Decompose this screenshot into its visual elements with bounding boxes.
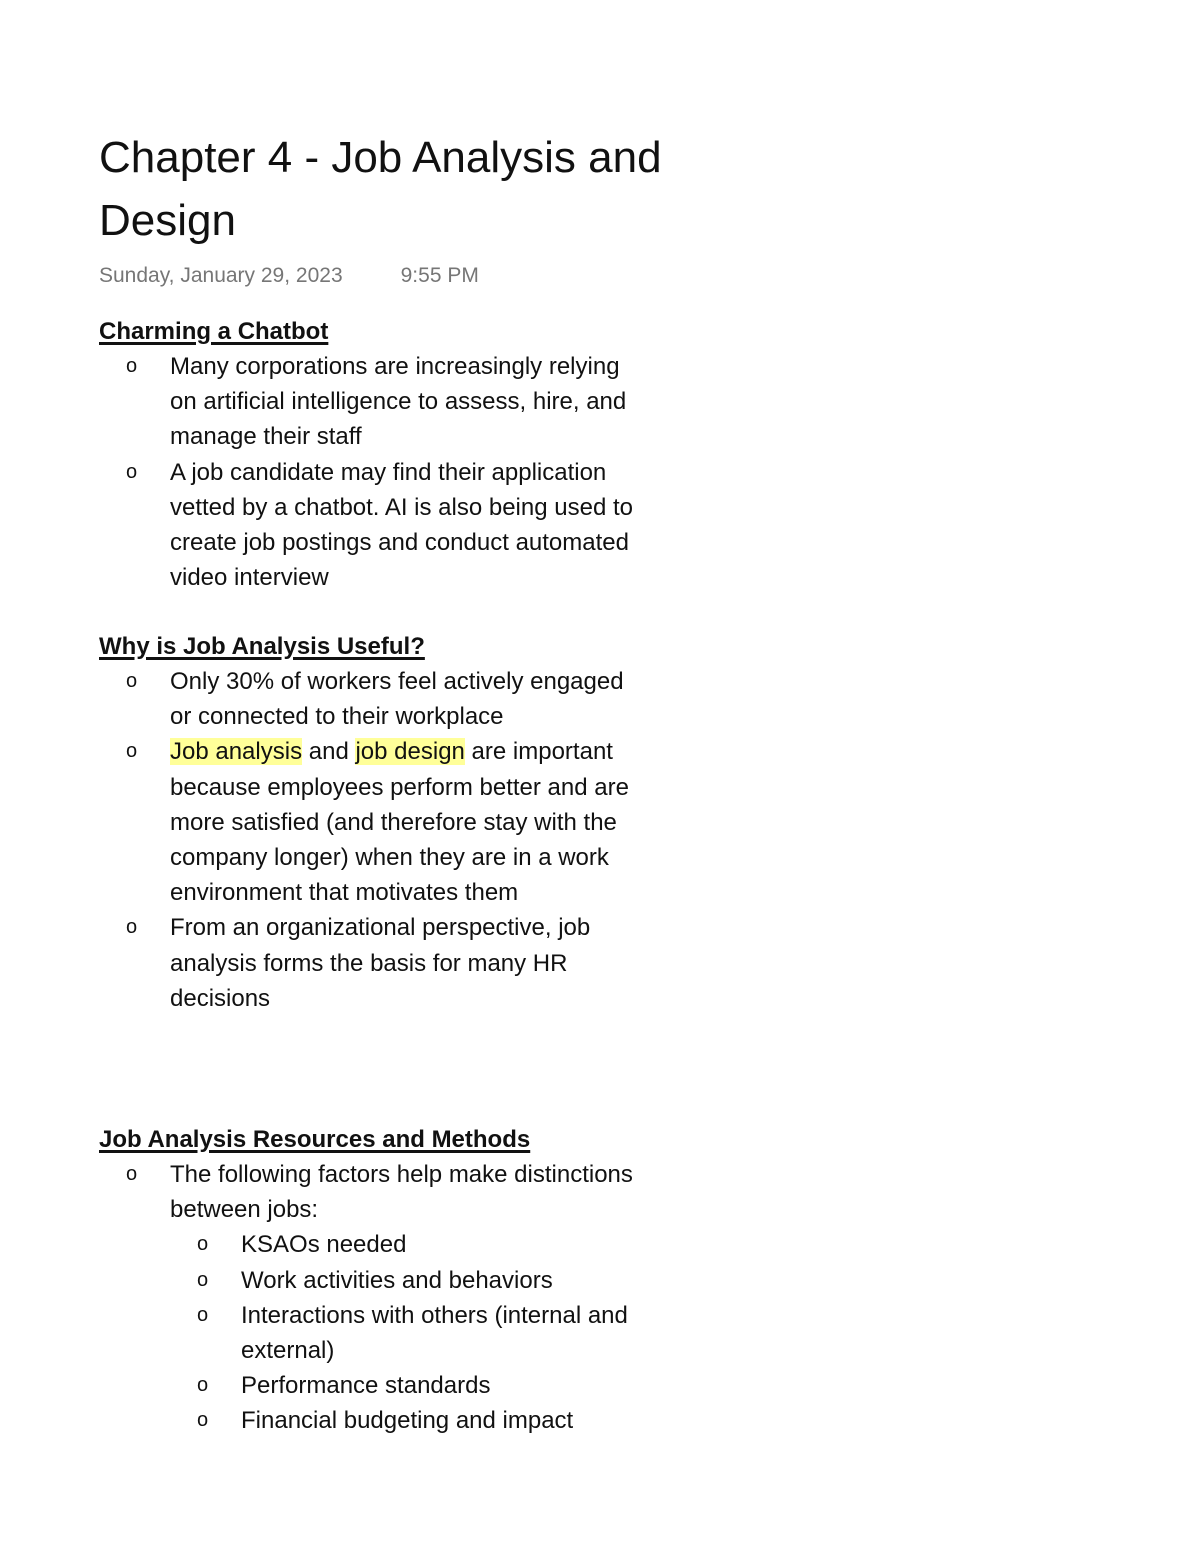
- bullet-circle-icon: o: [197, 1233, 209, 1256]
- list-item-text: Only 30% of workers feel actively engaged or connected to their workplace: [170, 668, 624, 731]
- bullet-circle-icon: o: [126, 670, 138, 692]
- list-item-text: Work activities and behaviors: [241, 1266, 553, 1294]
- bullet-circle-icon: o: [197, 1303, 209, 1326]
- list-item-text: Interactions with others (internal and external): [241, 1301, 628, 1365]
- section-heading: Charming a Chatbot: [99, 318, 329, 345]
- list-item-text: and: [302, 738, 356, 766]
- bullet-list: [99, 1157, 659, 1439]
- list-item-text: Financial budgeting and impact: [241, 1407, 574, 1435]
- bullet-list: [99, 664, 659, 1016]
- section-heading: Why is Job Analysis Useful?: [99, 633, 425, 660]
- list-item-text: The following factors help make distinctions between jobs:: [170, 1161, 633, 1224]
- bullet-circle-icon: o: [126, 1163, 138, 1185]
- list-item: [99, 1157, 650, 1439]
- bullet-circle-icon: o: [197, 1409, 209, 1432]
- section-heading: Job Analysis Resources and Methods: [99, 1126, 531, 1153]
- list-item-text: Performance standards: [241, 1372, 491, 1400]
- highlighted-text: Job analysis: [170, 738, 303, 766]
- sub-list-item: [170, 1227, 641, 1262]
- section-why-job-analysis-useful: [99, 629, 659, 1016]
- section-job-analysis-resources: [99, 1122, 659, 1439]
- highlighted-text: job design: [355, 738, 465, 766]
- page-title: Chapter 4 - Job Analysis and Design: [99, 133, 662, 245]
- note-time: 9:55 PM: [400, 264, 479, 287]
- list-item-text: are important because employees perform better and are more satisfied (and therefore stay with the company longer) when they are in a work environment that motivates them: [170, 738, 629, 907]
- bullet-circle-icon: o: [197, 1268, 209, 1291]
- list-item-text: A job candidate may find their application vetted by a chatbot. AI is also being used to create job postings and conduct automated video interview: [170, 458, 633, 592]
- sub-list-item: [170, 1298, 641, 1368]
- sub-bullet-list: [170, 1227, 650, 1438]
- sub-list-item: [170, 1368, 641, 1403]
- list-item-text: Many corporations are increasingly relying on artificial intelligence to assess, hire, and manage their staff: [170, 353, 627, 451]
- section-charming-a-chatbot: [99, 314, 659, 595]
- note-timestamp: [99, 264, 479, 288]
- bullet-circle-icon: o: [126, 460, 138, 483]
- note-date: Sunday, January 29, 2023: [99, 264, 343, 287]
- list-item-text: KSAOs needed: [241, 1231, 407, 1259]
- sub-list-item: [170, 1403, 641, 1438]
- list-item: [99, 910, 650, 1016]
- bullet-list: [99, 349, 659, 595]
- list-item: [99, 664, 650, 734]
- list-item: [99, 349, 650, 455]
- sub-list-item: [170, 1263, 641, 1298]
- list-item: [99, 734, 650, 910]
- list-item: [99, 455, 650, 596]
- bullet-circle-icon: o: [197, 1374, 209, 1397]
- bullet-circle-icon: o: [126, 916, 138, 939]
- bullet-circle-icon: o: [126, 740, 138, 763]
- bullet-circle-icon: o: [126, 355, 138, 377]
- list-item-text: From an organizational perspective, job analysis forms the basis for many HR decisions: [170, 914, 591, 1012]
